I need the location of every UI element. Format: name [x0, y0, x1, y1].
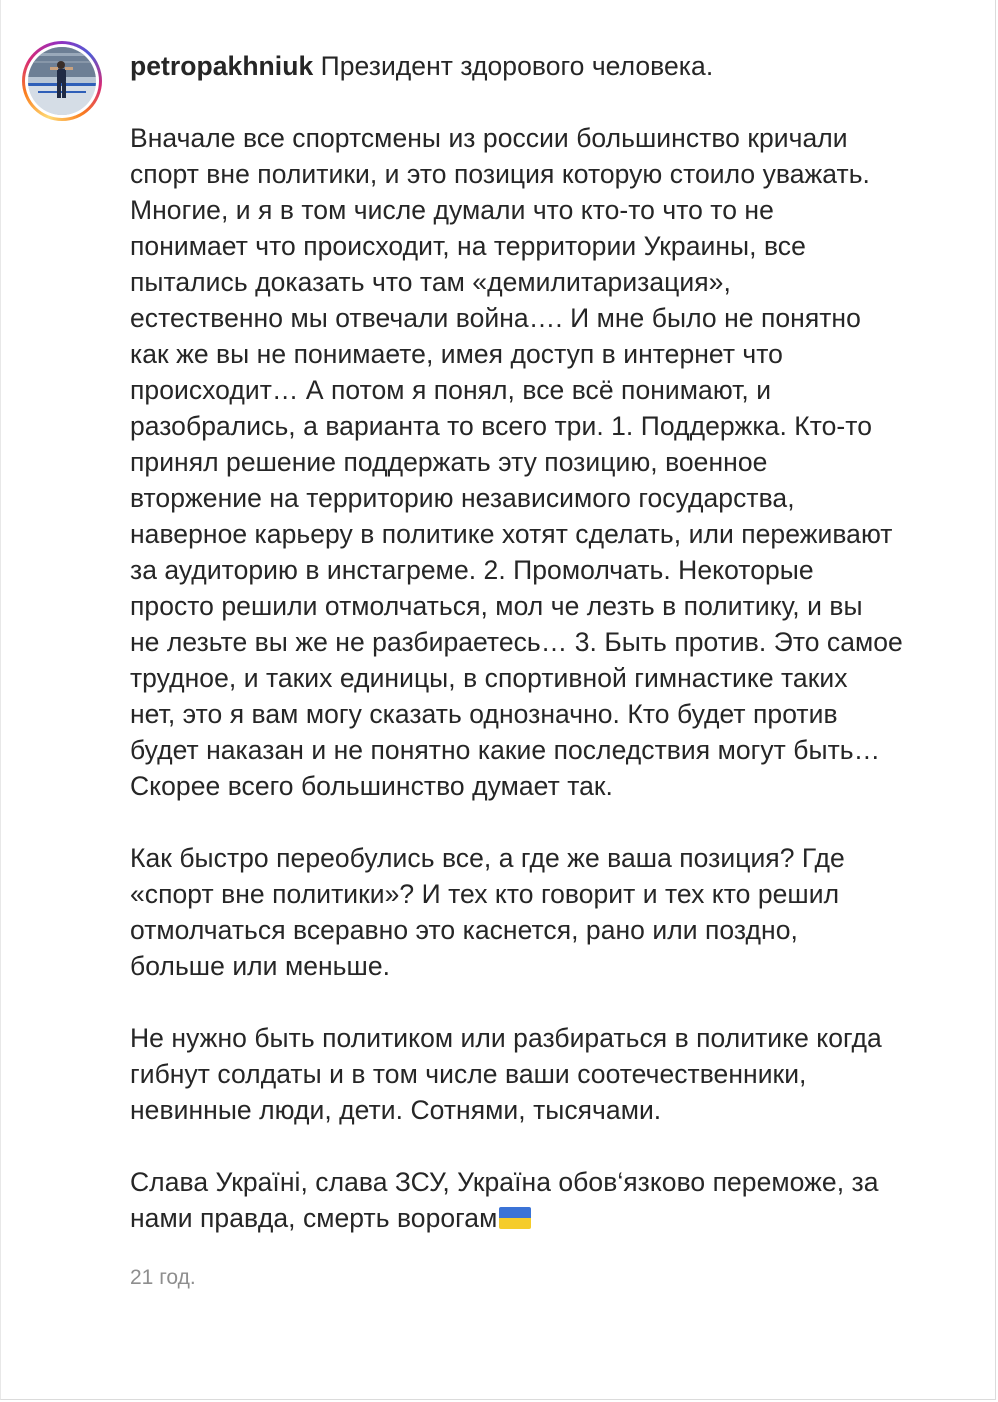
caption-paragraph-4	[130, 1164, 980, 1236]
caption-line: пытались доказать что там «демилитаризация»,	[130, 267, 731, 297]
caption-line: больше или меньше.	[130, 951, 391, 981]
caption-line: происходит… А потом я понял, все всё понимают, и	[130, 375, 772, 405]
ukraine-flag-icon	[499, 1207, 531, 1229]
avatar-gap	[25, 44, 99, 118]
caption-line: Как быстро переобулись все, а где же ваша позиция? Где	[130, 843, 845, 873]
caption-line: трудное, и таких единицы, в спортивной гимнастике таких	[130, 663, 848, 693]
caption-line: наверное карьеру в политике хотят сделать, или переживают	[130, 519, 893, 549]
caption-line: вторжение на территорию независимого государства,	[130, 483, 795, 513]
post-caption	[130, 48, 980, 1236]
paragraph-gap	[130, 84, 980, 120]
caption-line: «спорт вне политики»? И тех кто говорит и тех кто решил	[130, 879, 840, 909]
caption-line-last	[130, 1200, 980, 1236]
username-link[interactable]: petropakhniuk	[130, 51, 314, 81]
caption-line: Слава Україні, слава ЗСУ, Україна обов‘язково переможе, за	[130, 1167, 879, 1197]
avatar[interactable]	[28, 47, 96, 115]
story-ring	[22, 41, 102, 121]
caption-paragraph-3	[130, 1020, 980, 1128]
caption-title: Президент здорового человека.	[313, 51, 714, 81]
avatar-photo	[28, 47, 96, 115]
paragraph-gap	[130, 1128, 980, 1164]
caption-line: Многие, и я в том числе думали что кто-то что то не	[130, 195, 774, 225]
caption-line: разобрались, а варианта то всего три. 1. Поддержка. Кто-то	[130, 411, 872, 441]
caption-line: отмолчаться всеравно это каснется, рано или поздно,	[130, 915, 798, 945]
caption-line: понимает что происходит, на территории Украины, все	[130, 231, 806, 261]
caption-line: за аудиторию в инстагреме. 2. Промолчать. Некоторые	[130, 555, 814, 585]
caption-line: гибнут солдаты и в том числе ваши соотечественники,	[130, 1059, 807, 1089]
caption-line: как же вы не понимаете, имея доступ в интернет что	[130, 339, 783, 369]
post-timestamp[interactable]: 21 год.	[130, 1266, 196, 1289]
caption-line: спорт вне политики, и это позиция которую стоило уважать.	[130, 159, 870, 189]
paragraph-gap	[130, 804, 980, 840]
caption-line: невинные люди, дети. Сотнями, тысячами.	[130, 1095, 662, 1125]
caption-line: Не нужно быть политиком или разбираться в политике когда	[130, 1023, 882, 1053]
caption-line-text: нами правда, смерть ворогам	[130, 1203, 498, 1233]
caption-line: не лезьте вы же не разбираетесь… 3. Быть против. Это самое	[130, 627, 903, 657]
caption-line: просто решили отмолчаться, мол че лезть в политику, и вы	[130, 591, 863, 621]
caption-line: естественно мы отвечали война…. И мне было не понятно	[130, 303, 861, 333]
caption-line: Вначале все спортсмены из россии большинство кричали	[130, 123, 848, 153]
caption-line: принял решение поддержать эту позицию, военное	[130, 447, 768, 477]
caption-line: нет, это я вам могу сказать однозначно. Кто будет против	[130, 699, 838, 729]
caption-line: Скорее всего большинство думает так.	[130, 771, 613, 801]
caption-paragraph-2	[130, 840, 980, 984]
caption-title-line	[130, 48, 980, 84]
caption-line: будет наказан и не понятно какие последствия могут быть…	[130, 735, 881, 765]
caption-paragraph-1	[130, 120, 980, 804]
paragraph-gap	[130, 984, 980, 1020]
